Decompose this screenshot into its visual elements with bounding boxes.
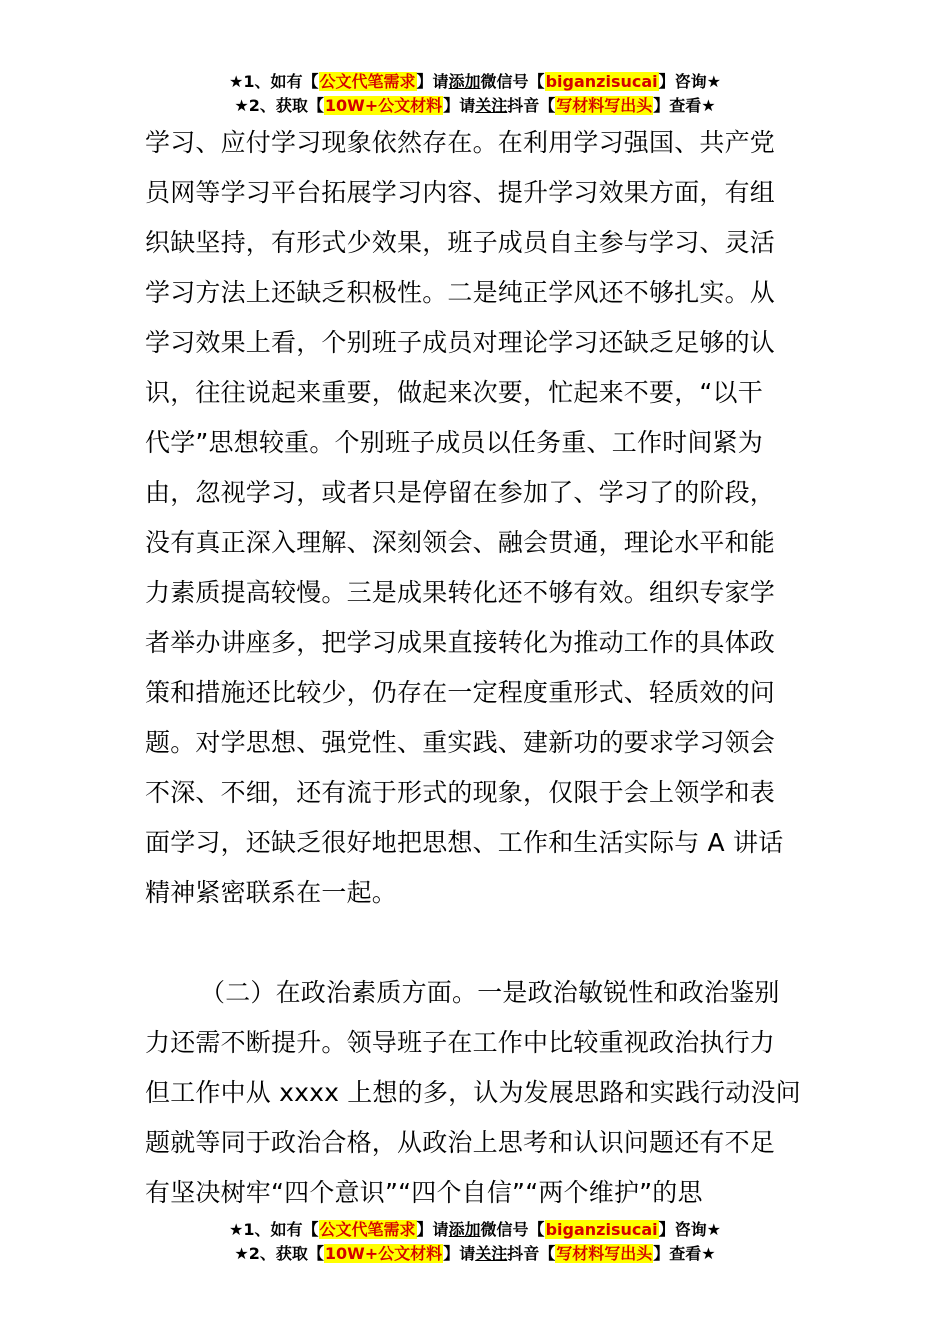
banner-text: 微信号【 xyxy=(480,1220,545,1239)
text-line: （二）在政治素质方面。一是政治敏锐性和政治鉴别 xyxy=(200,978,780,1007)
text-line: 力素质提高较慢。三是成果转化还不够有效。组织专家学 xyxy=(145,578,776,607)
text-line: 但工作中从 xxxx 上想的多，认为发展思路和实践行动没问 xyxy=(145,1078,801,1107)
banner-text: 】请 xyxy=(443,1244,476,1263)
text-line: 力还需不断提升。领导班子在工作中比较重视政治执行力 xyxy=(145,1028,776,1057)
text-line: 学习、应付学习现象依然存在。在利用学习强国、共产党 xyxy=(145,128,776,157)
banner-text: 】查看★ xyxy=(653,96,716,115)
banner-line-2 xyxy=(0,94,950,118)
banner-text: 】查看★ xyxy=(653,1244,716,1263)
banner-highlight: 公文代笔需求 xyxy=(319,1220,416,1239)
banner-line-1 xyxy=(0,1218,950,1242)
banner-underline-text: 关注 xyxy=(475,96,508,115)
text-line: 题。对学思想、强党性、重实践、建新功的要求学习领会 xyxy=(145,728,776,757)
banner-text: 】请 xyxy=(416,72,449,91)
banner-text: 微信号【 xyxy=(480,72,545,91)
banner-highlight: biganzisucai xyxy=(545,72,658,91)
banner-text: ★1、如有【 xyxy=(229,1220,319,1239)
text-line: 不深、不细，还有流于形式的现象，仅限于会上领学和表 xyxy=(145,778,776,807)
banner-text: 抖音【 xyxy=(507,96,556,115)
text-line: 学习方法上还缺乏积极性。二是纯正学风还不够扎实。从 xyxy=(145,278,776,307)
text-line: 精神紧密联系在一起。 xyxy=(145,878,398,907)
text-line: 学习效果上看，个别班子成员对理论学习还缺乏足够的认 xyxy=(145,328,776,357)
paragraph-1 xyxy=(145,118,810,918)
text-line: 题就等同于政治合格，从政治上思考和认识问题还有不足 xyxy=(145,1128,776,1157)
banner-text: ★1、如有【 xyxy=(229,72,319,91)
banner-text: 】咨询★ xyxy=(658,72,721,91)
banner-highlight: 10W+公文材料 xyxy=(324,1244,443,1263)
banner-line-2 xyxy=(0,1242,950,1266)
text-line: 有坚决树牢“四个意识”“四个自信”“两个维护”的思 xyxy=(145,1178,703,1207)
banner-highlight: 写材料写出头 xyxy=(556,1244,653,1263)
document-body xyxy=(145,118,810,1218)
paragraph-gap xyxy=(145,918,810,968)
text-line: 策和措施还比较少，仍存在一定程度重形式、轻质效的问 xyxy=(145,678,776,707)
banner-text: ★2、获取【 xyxy=(234,96,324,115)
banner-text: 】请 xyxy=(443,96,476,115)
banner-text: 】请 xyxy=(416,1220,449,1239)
text-line: 由，忽视学习，或者只是停留在参加了、学习了的阶段， xyxy=(145,478,776,507)
banner-highlight: 公文代笔需求 xyxy=(319,72,416,91)
footer-banner xyxy=(0,1218,950,1266)
text-line: 识，往往说起来重要，做起来次要，忙起来不要，“以干 xyxy=(145,378,763,407)
banner-highlight: biganzisucai xyxy=(545,1220,658,1239)
banner-underline-text: 关注 xyxy=(475,1244,508,1263)
banner-line-1 xyxy=(0,70,950,94)
text-line: 代学”思想较重。个别班子成员以任务重、工作时间紧为 xyxy=(145,428,763,457)
text-line: 者举办讲座多，把学习成果直接转化为推动工作的具体政 xyxy=(145,628,776,657)
banner-highlight: 写材料写出头 xyxy=(556,96,653,115)
banner-text: 抖音【 xyxy=(507,1244,556,1263)
paragraph-2 xyxy=(145,968,810,1218)
banner-underline-text: 添加 xyxy=(448,1220,481,1239)
banner-underline-text: 添加 xyxy=(448,72,481,91)
header-banner xyxy=(0,70,950,118)
banner-text: ★2、获取【 xyxy=(234,1244,324,1263)
text-line: 织缺坚持，有形式少效果，班子成员自主参与学习、灵活 xyxy=(145,228,776,257)
text-line: 员网等学习平台拓展学习内容、提升学习效果方面，有组 xyxy=(145,178,776,207)
banner-highlight: 10W+公文材料 xyxy=(324,96,443,115)
text-line: 面学习，还缺乏很好地把思想、工作和生活实际与 A 讲话 xyxy=(145,828,784,857)
text-line: 没有真正深入理解、深刻领会、融会贯通，理论水平和能 xyxy=(145,528,776,557)
banner-text: 】咨询★ xyxy=(658,1220,721,1239)
